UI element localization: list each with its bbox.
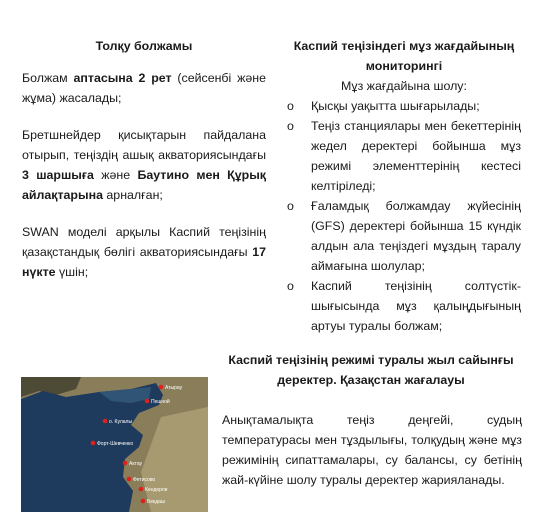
station-label: Актау [129,461,143,467]
wave-forecast-paragraph-1 [22,68,266,108]
ice-bullet [287,196,521,276]
text-run: үшін; [55,265,89,279]
text-run: арналған; [102,188,163,202]
bold-run: аптасына 2 рет [73,71,172,85]
wave-forecast-column [22,36,266,282]
station-marker [145,399,150,404]
station-marker [159,385,164,390]
text-run: Болжам [22,71,74,85]
ice-monitoring-title: Каспий теңізіндегі мұз жағдайының мониторингі [293,39,515,73]
station-marker [123,461,128,466]
text-run: SWAN моделі арқылы Каспий теңізінің қазақстандық бөлігі акваториясындағы [22,225,266,259]
ice-bullet [287,96,521,116]
bold-run: 17 нүкте [22,245,266,279]
station-marker [139,487,144,492]
station-marker [103,419,108,424]
ice-monitoring-column [287,36,521,336]
station-label: Пешной [151,399,170,405]
station-label: Кендерли [145,487,168,493]
text-run: және [93,168,138,182]
bold-run: Баутино мен Құрық айлақтарына [22,168,266,202]
text-run: Бретшнейдер қисықтарын пайдалана отырып, теңіздің ашық акваториясындағы [22,128,266,162]
bullet-mark: o [287,99,294,113]
bullet-text: Теңіз станциялары мен бекеттерінің жедел деректері бойынша мұз режимі элементтерінің кестесі келтіріледі; [311,119,521,193]
annual-data-title: Каспий теңізінің режимі туралы жыл сайынғы деректер. Қазақстан жағалауы [228,353,514,387]
station-marker [91,441,96,446]
bullet-mark: o [287,199,294,213]
station-label: Бекдаш [147,499,165,505]
wave-forecast-paragraph-3 [22,222,266,282]
station-marker [127,477,132,482]
bullet-text: Каспий теңізінің солтүстік-шығысында мұз қалыңдығының артуы туралы болжам; [311,279,521,333]
bullet-text: Ғаламдық болжамдау жүйесінің (GFS) деректері бойынша 15 күндік алдын ала теңіздегі мұздың таралу аймағына шолулар; [311,199,521,273]
ice-overview-subtitle: Мұз жағдайына шолу: [341,79,467,93]
station-marker [141,499,146,504]
station-label: Форт-Шевченко [97,441,134,447]
caspian-coast-map [21,377,208,512]
wave-forecast-paragraph-2 [22,125,266,205]
bullet-text: Қысқы уақытта шығарылады; [311,99,480,113]
ice-bullet [287,276,521,336]
text-run: (сейсенбі және жұма) жасалады; [22,71,267,105]
station-label: Фетисово [133,477,156,483]
annual-data-description: Анықтамалықта теңіз деңгейі, судың температурасы мен тұздылығы, толқудың және мұз режимінің сипаттамалары, су балансы, су бетінің жай-күйіне шолу туралы деректер жарияланады. [222,413,522,487]
ice-bullet [287,116,521,196]
station-label: о. Кулалы [109,419,133,425]
bold-run: 3 шаршыға [22,168,94,182]
wave-forecast-title: Толқу болжамы [95,39,193,53]
bullet-mark: o [287,279,294,293]
station-label: Атырау [165,385,183,391]
bullet-mark: o [287,119,294,133]
